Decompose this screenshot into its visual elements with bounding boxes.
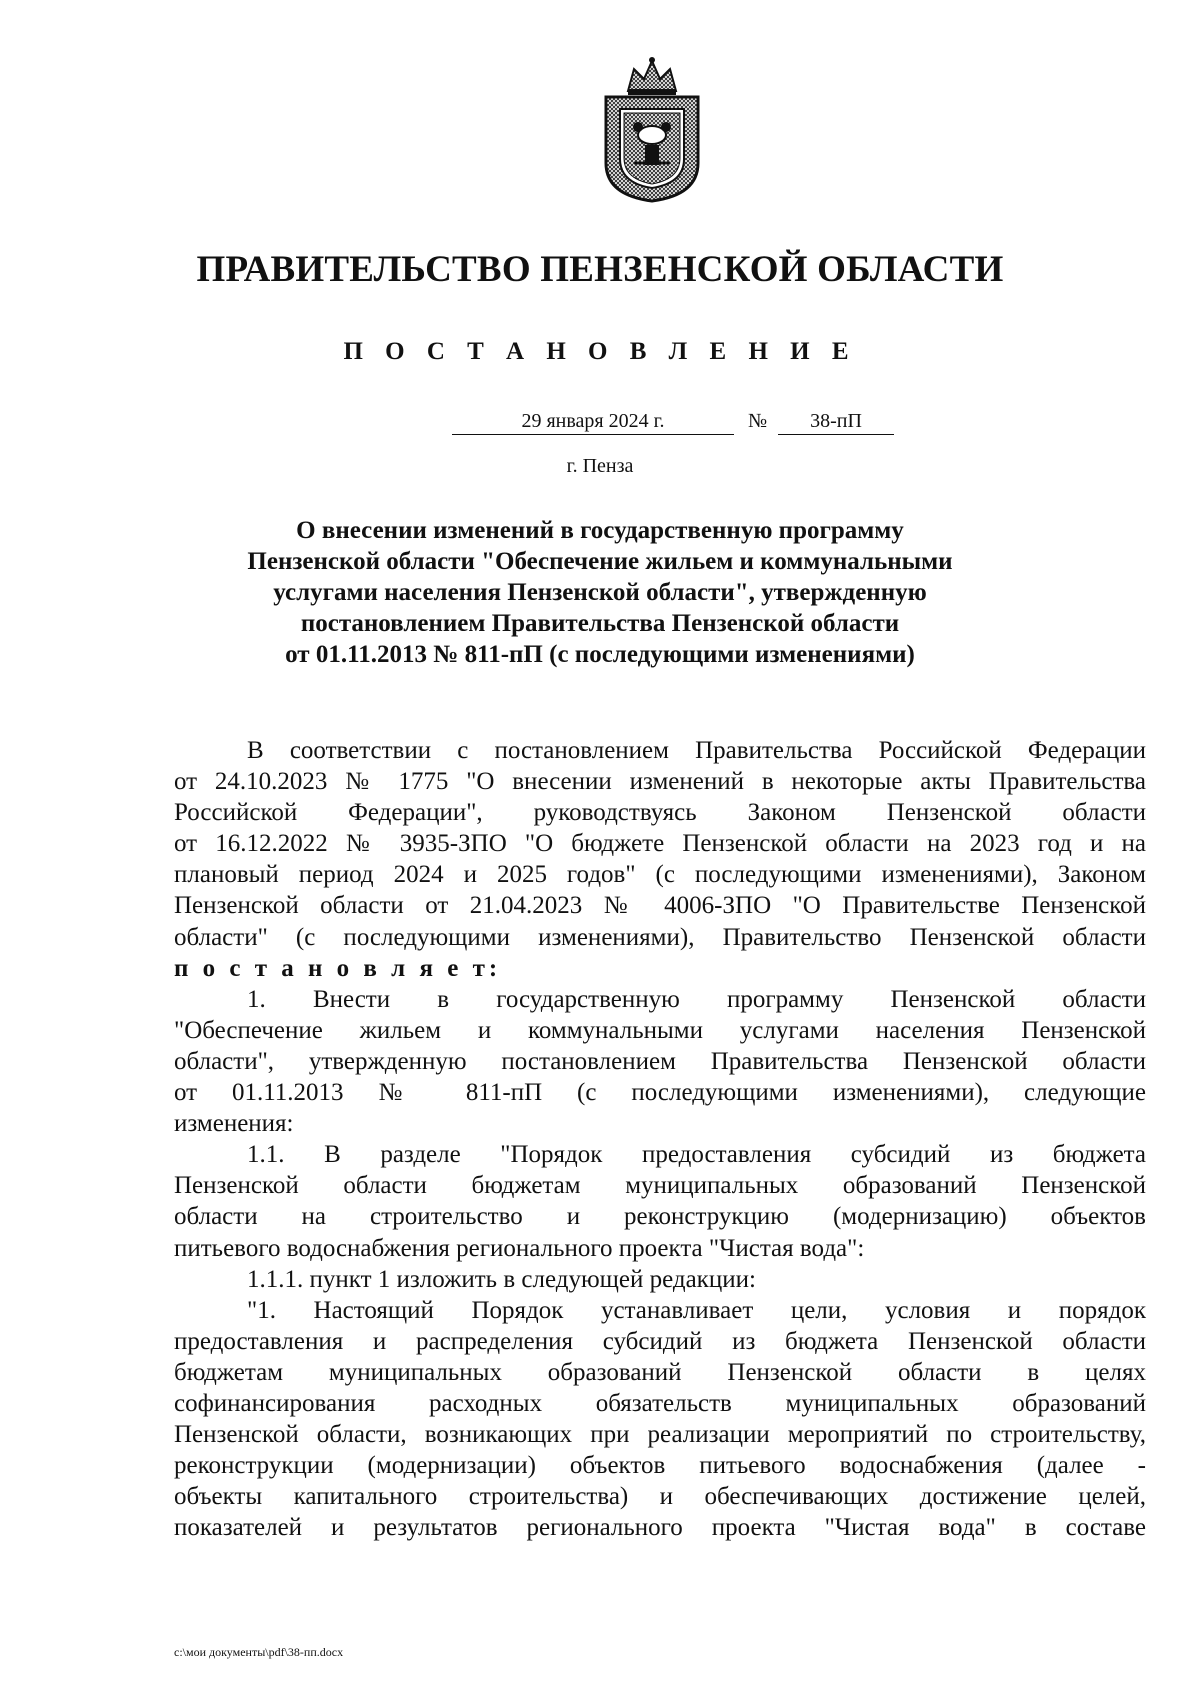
document-number: 38-пП <box>778 410 894 435</box>
body-line: области", утвержденную постановлением Правительства Пензенской области <box>174 1047 1146 1075</box>
body-line: бюджетам муниципальных образований Пензенской области в целях <box>174 1358 1146 1386</box>
body-line: реконструкции (модернизации) объектов питьевого водоснабжения (далее - <box>174 1452 1146 1480</box>
body-line: показателей и результатов регионального проекта "Чистая вода" в составе <box>174 1514 1146 1542</box>
body-line: от 01.11.2013 № 811-пП (с последующими изменениями), следующие <box>174 1079 1146 1107</box>
body-line: области на строительство и реконструкцию (модернизацию) объектов <box>174 1203 1146 1231</box>
body-line: области" (с последующими изменениями), Правительство Пензенской области <box>174 923 1146 951</box>
body-line: от 16.12.2022 № 3935-ЗПО "О бюджете Пензенской области на 2023 год и на <box>174 830 1146 858</box>
body-line: питьевого водоснабжения регионального проекта "Чистая вода": <box>174 1234 865 1262</box>
body-line: Российской Федерации", руководствуясь Законом Пензенской области <box>174 799 1146 827</box>
document-body <box>174 735 1146 1543</box>
city: г. Пенза <box>566 455 634 477</box>
subject-line: от 01.11.2013 № 811-пП (с последующими изменениями) <box>285 641 915 668</box>
file-path-footer: c:\мои документы\pdf\38-пп.docx <box>174 1645 344 1659</box>
decree-keyword: п о с т а н о в л я е т: <box>174 954 502 982</box>
body-line: 1.1.1. пункт 1 изложить в следующей редакции: <box>247 1265 756 1293</box>
body-line: изменения: <box>174 1110 294 1138</box>
body-line: 1.1. В разделе "Порядок предоставления субсидий из бюджета <box>247 1141 1146 1169</box>
subject-line: постановлением Правительства Пензенской области <box>300 610 900 637</box>
body-line: предоставления и распределения субсидий из бюджета Пензенской области <box>174 1327 1146 1355</box>
body-line: объекты капитального строительства) и обеспечивающих достижение целей, <box>174 1483 1146 1511</box>
penza-coat-of-arms-icon <box>598 55 706 203</box>
subject-line: Пензенской области "Обеспечение жильем и коммунальными <box>247 548 953 575</box>
government-title: ПРАВИТЕЛЬСТВО ПЕНЗЕНСКОЙ ОБЛАСТИ <box>196 249 1004 290</box>
body-line: "1. Настоящий Порядок устанавливает цели, условия и порядок <box>247 1296 1146 1324</box>
document-subject <box>200 515 1000 670</box>
body-line: плановый период 2024 и 2025 годов" (с последующими изменениями), Законом <box>174 861 1146 889</box>
document-type: П О С Т А Н О В Л Е Н И Е <box>343 338 857 365</box>
body-line: софинансирования расходных обязательств муниципальных образований <box>174 1389 1146 1417</box>
body-line: Пензенской области от 21.04.2023 № 4006-ЗПО "О Правительстве Пензенской <box>174 892 1146 920</box>
number-sign: № <box>748 410 768 432</box>
body-line: Пензенской области, возникающих при реализации мероприятий по строительству, <box>174 1421 1146 1449</box>
document-date: 29 января 2024 г. <box>452 410 734 435</box>
body-line: "Обеспечение жильем и коммунальными услугами населения Пензенской <box>174 1016 1146 1044</box>
body-line: 1. Внести в государственную программу Пензенской области <box>247 985 1146 1013</box>
body-line: Пензенской области бюджетам муниципальных образований Пензенской <box>174 1172 1146 1200</box>
subject-line: услугами населения Пензенской области", утвержденную <box>273 579 927 606</box>
subject-line: О внесении изменений в государственную программу <box>296 517 904 544</box>
body-line: от 24.10.2023 № 1775 "О внесении изменений в некоторые акты Правительства <box>174 768 1146 796</box>
body-line: В соответствии с постановлением Правительства Российской Федерации <box>247 737 1146 764</box>
